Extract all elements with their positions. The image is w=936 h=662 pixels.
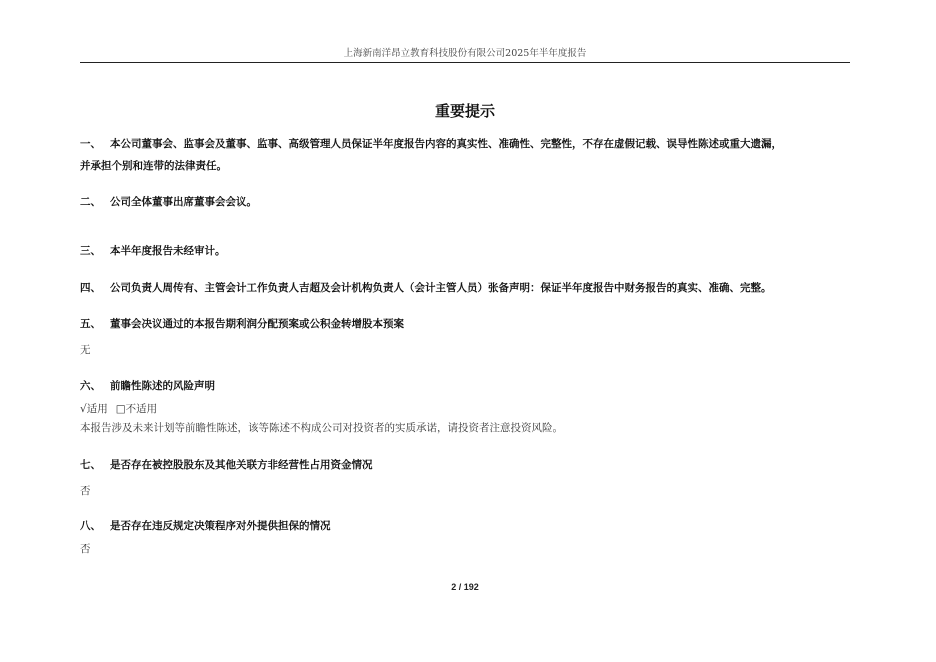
- applicable-option-checked: √适用: [80, 403, 108, 415]
- header-rule: [80, 62, 850, 63]
- section-8: [80, 515, 855, 537]
- section-6-title: 前瞻性陈述的风险声明: [110, 380, 215, 392]
- page-number: 2 / 192: [451, 582, 479, 592]
- section-3: [80, 240, 855, 262]
- section-8-body: 否: [80, 543, 91, 555]
- section-8-number: 八、: [80, 520, 101, 532]
- section-8-title: 是否存在违反规定决策程序对外提供担保的情况: [110, 520, 331, 532]
- section-3-title: 本半年度报告未经审计。: [110, 245, 226, 257]
- section-5-number: 五、: [80, 318, 101, 330]
- running-header: 上海新南洋昂立教育科技股份有限公司2025年半年度报告: [343, 48, 587, 59]
- section-2-title: 公司全体董事出席董事会会议。: [110, 196, 257, 208]
- section-5-title: 董事会决议通过的本报告期利润分配预案或公积金转增股本预案: [110, 318, 404, 330]
- page-title: 重要提示: [434, 102, 495, 120]
- section-1-continuation: 并承担个别和连带的法律责任。: [80, 160, 227, 172]
- section-6-body: 本报告涉及未来计划等前瞻性陈述，该等陈述不构成公司对投资者的实质承诺，请投资者注意投资风险。: [80, 422, 563, 434]
- section-7-number: 七、: [80, 459, 101, 471]
- section-1-title: 本公司董事会、监事会及董事、监事、高级管理人员保证半年度报告内容的真实性、准确性、完整性，不存在虚假记载、误导性陈述或重大遗漏，: [110, 138, 782, 150]
- section-1-number: 一、: [80, 138, 101, 150]
- section-5: [80, 313, 855, 335]
- not-applicable-option: □不适用: [115, 403, 158, 415]
- section-6-number: 六、: [80, 380, 101, 392]
- section-5-body: 无: [80, 344, 91, 356]
- section-6: [80, 375, 855, 397]
- section-7-body: 否: [80, 485, 91, 497]
- section-4-number: 四、: [80, 282, 101, 294]
- section-7: [80, 454, 855, 476]
- section-1: [80, 133, 855, 155]
- section-4-title: 公司负责人周传有、主管会计工作负责人吉超及会计机构负责人（会计主管人员）张备声明：保证半年度报告中财务报告的真实、准确、完整。: [110, 282, 772, 294]
- section-7-title: 是否存在被控股股东及其他关联方非经营性占用资金情况: [110, 459, 373, 471]
- section-2-number: 二、: [80, 196, 101, 208]
- section-2: [80, 191, 855, 213]
- section-4: [80, 277, 855, 299]
- section-3-number: 三、: [80, 245, 101, 257]
- section-6-options: [80, 401, 850, 417]
